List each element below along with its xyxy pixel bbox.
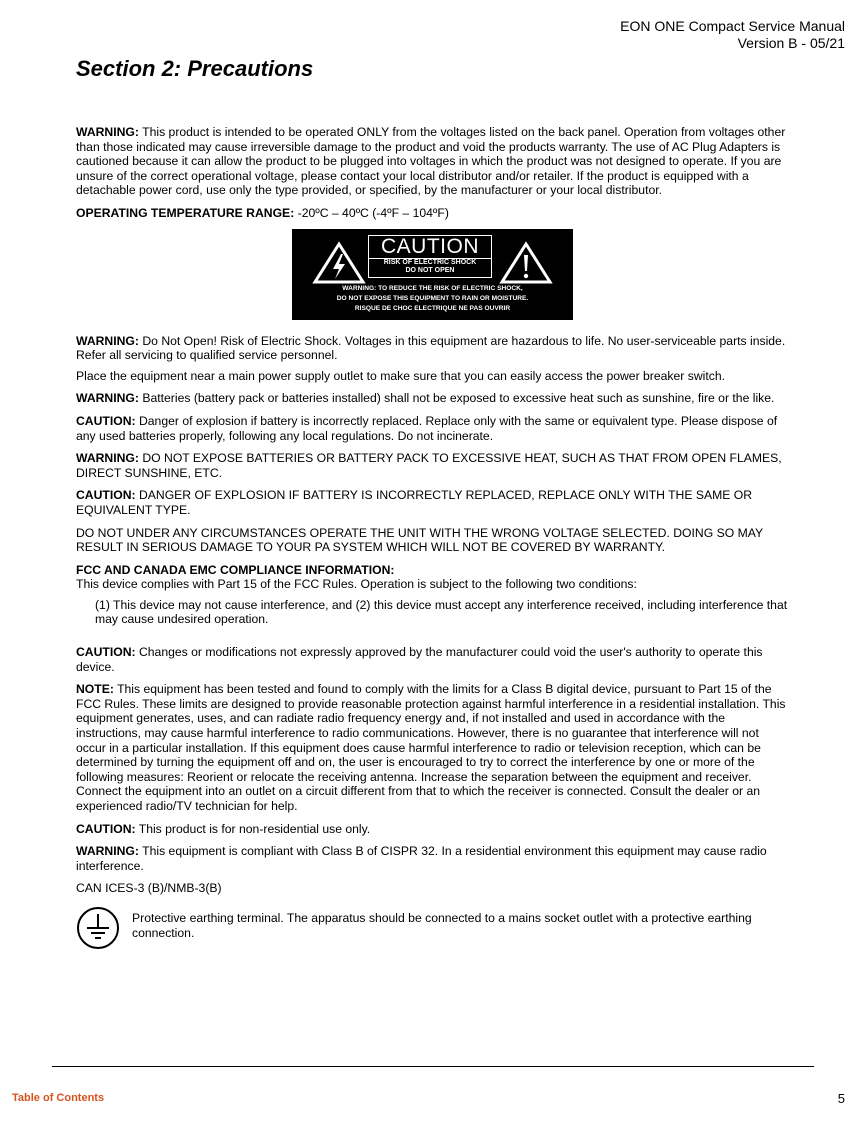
caution-word: CAUTION: [369, 236, 491, 259]
paragraph-text: Danger of explosion if battery is incorrectly replaced. Replace only with the same or equivalent type. Please dispose of any used batteries properly, following any local regulations. Do not incinerate.: [76, 413, 778, 443]
fcc-conditions-paragraph: (1) This device may not cause interference, and (2) this device must accept any interference received, including interference that may cause undesired operation.: [95, 597, 788, 627]
caution-shock-label: [292, 229, 573, 320]
caution-foot-line: DO NOT EXPOSE THIS EQUIPMENT TO RAIN OR MOISTURE.: [336, 294, 529, 302]
paragraph-text: Batteries (battery pack or batteries installed) shall not be exposed to excessive heat such as sunshine, fire or the like.: [138, 391, 775, 406]
caution-footer-text: [292, 284, 573, 314]
exclamation-warning-icon: [499, 241, 553, 285]
caution-non-residential-paragraph: [76, 822, 790, 837]
paragraph-text: This product is for non-residential use only.: [135, 821, 371, 836]
lightning-warning-icon: [312, 241, 366, 285]
operating-temperature-paragraph: [76, 206, 790, 221]
paragraph-label: CAUTION:: [76, 645, 136, 660]
caution-sub-line: RISK OF ELECTRIC SHOCK: [383, 258, 477, 266]
wrong-voltage-paragraph: DO NOT UNDER ANY CIRCUMSTANCES OPERATE THE UNIT WITH THE WRONG VOLTAGE SELECTED. DOING SO MAY RESULT IN SERIOUS DAMAGE TO YOUR PA SYSTEM WHICH WILL NOT BE COVERED BY WARRANTY.: [76, 525, 763, 555]
protective-earth-icon: [76, 906, 120, 950]
paragraph-label: WARNING:: [76, 451, 139, 466]
paragraph-label: FCC AND CANADA EMC COMPLIANCE INFORMATION:: [76, 562, 395, 577]
section-title: Section 2: Precautions: [76, 56, 314, 81]
running-header: [620, 18, 845, 52]
paragraph-text: This equipment is compliant with Class B of CISPR 32. In a residential environment this equipment may cause radio interference.: [76, 844, 767, 873]
warning-cispr-paragraph: [76, 844, 790, 873]
earthing-note: [76, 906, 790, 950]
paragraph-label: CAUTION:: [76, 413, 136, 428]
caution-modifications-paragraph: [76, 645, 790, 674]
fcc-note-paragraph: [76, 682, 790, 813]
paragraph-label: CAUTION:: [76, 821, 136, 836]
paragraph-text: -20ºC – 40ºC (-4ºF – 104ºF): [294, 205, 449, 220]
caution-battery-paragraph: [76, 414, 790, 443]
ices-paragraph: CAN ICES-3 (B)/NMB-3(B): [76, 881, 222, 896]
paragraph-text: This product is intended to be operated ONLY from the voltages listed on the back panel. Operation from voltages other than those indicated may cause irreversible damage to the product and void the products warranty. The use of AC Plug Adapters is cautioned because it can allow the product to be plugged into voltages in which the product was not designed to operate. If you are unsure of the correct operational voltage, please contact your local distributor and/or retailer. If the product is equipped with a detachable power cord, use only the type provided, or specified, by the manufacturer or your local distributor.: [76, 125, 786, 198]
paragraph-label: WARNING:: [76, 844, 139, 859]
table-of-contents-link[interactable]: Table of Contents: [12, 1092, 105, 1104]
footer-divider: [52, 1066, 814, 1067]
warning-batteries-paragraph: [76, 391, 790, 406]
caution-sub-line: DO NOT OPEN: [405, 267, 455, 275]
paragraph-text: Do Not Open! Risk of Electric Shock. Voltages in this equipment are hazardous to life. No user-serviceable parts inside. Refer all servicing to qualified service personnel.: [76, 333, 786, 363]
warning-voltage-paragraph: [76, 125, 790, 198]
paragraph-text: DANGER OF EXPLOSION IF BATTERY IS INCORRECTLY REPLACED, REPLACE ONLY WITH THE SAME OR EQUIVALENT TYPE.: [76, 488, 753, 517]
paragraph-label: CAUTION:: [76, 488, 136, 503]
page-number: 5: [837, 1091, 845, 1106]
caution-title-box: [368, 235, 492, 278]
caution-explosion-paragraph: [76, 488, 790, 517]
paragraph-label: WARNING:: [76, 391, 139, 406]
earthing-text: Protective earthing terminal. The apparatus should be connected to a mains socket outlet with a protective earthing connection.: [132, 910, 752, 940]
caution-foot-line: RISQUE DE CHOC ELECTRIQUE NE PAS OUVRIR: [354, 304, 511, 312]
placement-paragraph: Place the equipment near a main power supply outlet to make sure that you can easily access the power breaker switch.: [76, 368, 725, 383]
warning-battery-heat-paragraph: [76, 451, 790, 480]
fcc-heading: [76, 563, 790, 578]
fcc-compliance-paragraph: This device complies with Part 15 of the FCC Rules. Operation is subject to the following two conditions:: [76, 577, 637, 592]
paragraph-text: Changes or modifications not expressly approved by the manufacturer could void the user's authority to operate this device.: [76, 645, 763, 674]
manual-title: EON ONE Compact Service Manual: [620, 18, 845, 34]
manual-version: Version B - 05/21: [737, 35, 845, 51]
caution-foot-line: WARNING: TO REDUCE THE RISK OF ELECTRIC SHOCK,: [342, 284, 523, 292]
paragraph-label: WARNING:: [76, 125, 139, 139]
paragraph-text: This equipment has been tested and found to comply with the limits for a Class B digital device, pursuant to Part 15 of the FCC Rules. These limits are designed to provide reasonable protection against harmful interference in a residential installation. This equipment generates, uses, and can radiate radio frequency energy and, if not installed and used in accordance with the instructions, may cause harmful interference to radio communications. However, there is no guarantee that interference will not occur in a particular installation. If this equipment does cause harmful interference to radio or television reception, which can be determined by turning the equipment off and on, the user is encouraged to try to correct the interference by one or more of the following measures: Reorient or relocate the receiving antenna. Increase the separation between the equipment and receiver. Connect the equipment into an outlet on a circuit different from that to which the receiver is connected. Consult the dealer or an experienced radio/TV technician for help.: [76, 682, 786, 813]
paragraph-label: WARNING:: [76, 333, 139, 348]
paragraph-label: NOTE:: [76, 682, 114, 697]
precautions-body: [76, 125, 790, 950]
warning-do-not-open-paragraph: [76, 334, 790, 363]
paragraph-label: OPERATING TEMPERATURE RANGE:: [76, 205, 295, 220]
paragraph-text: DO NOT EXPOSE BATTERIES OR BATTERY PACK TO EXCESSIVE HEAT, SUCH AS THAT FROM OPEN FLAMES, DIRECT SUNSHINE, ETC.: [76, 451, 782, 480]
